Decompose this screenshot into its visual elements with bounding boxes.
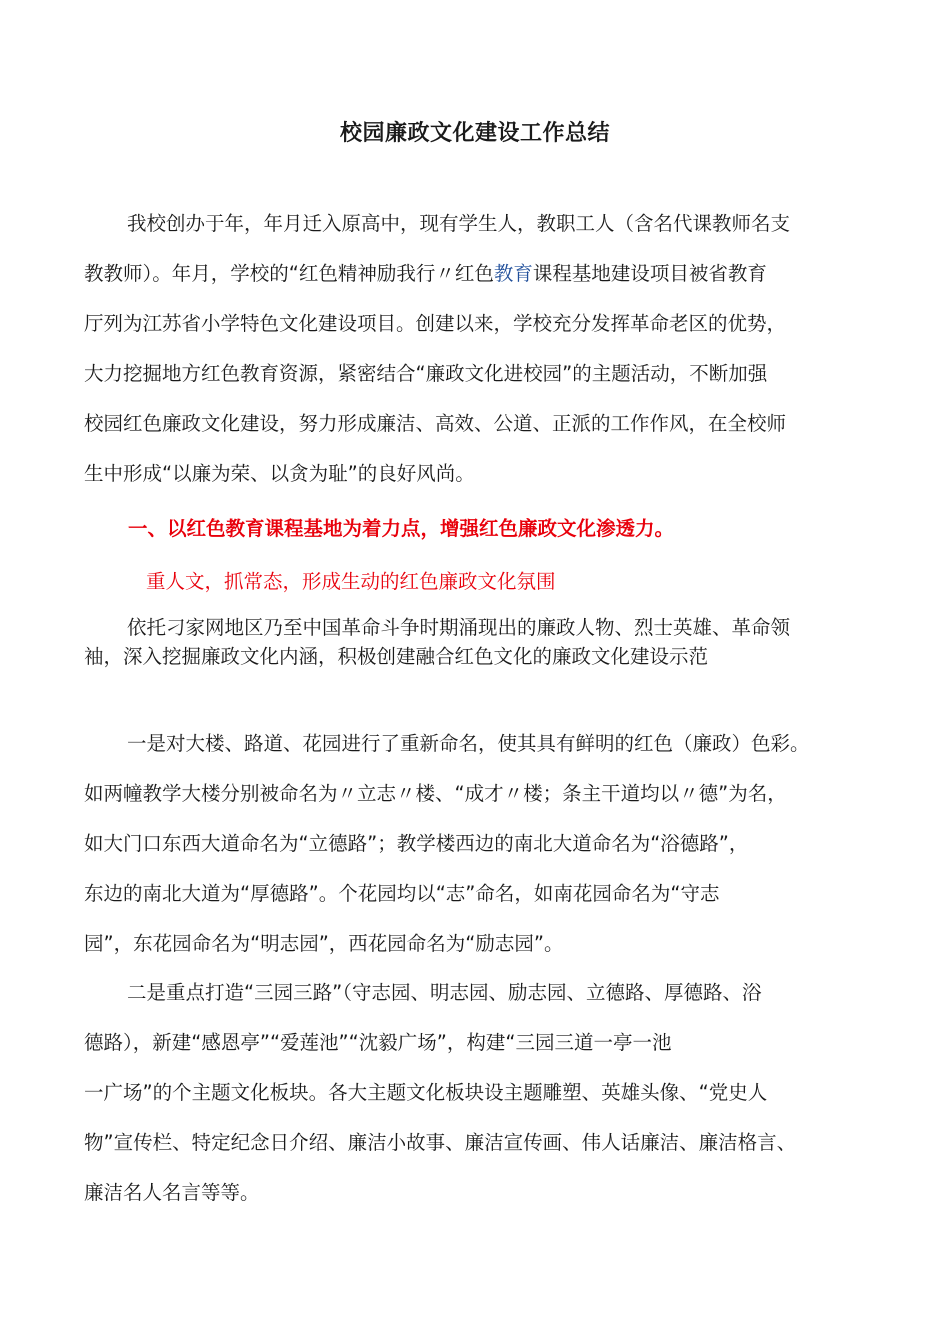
education-link[interactable]: 教育	[493, 262, 533, 285]
para-one-line-3: 如大门口东西大道命名为“立德路”；教学楼西边的南北大道命名为“浴德路”，	[84, 832, 749, 855]
paragraph-two	[84, 968, 884, 1218]
intro-line-2b: 课程基地建设项目被省教育	[532, 262, 767, 285]
para-two-line-1: 二是重点打造“三园三路”（守志园、明志园、励志园、立德路、厚德路、浴	[127, 981, 762, 1004]
tight-paragraph	[84, 613, 884, 671]
para-one-line-5: 园”，东花园命名为“明志园”，西花园命名为“励志园”。	[84, 932, 564, 955]
intro-line-2a: 教教师）。年月，学校的“红色精神励我行〃红色	[84, 262, 494, 285]
tight-line-2: 袖，深入挖掘廉政文化内涵，积极创建融合红色文化的廉政文化建设示范	[84, 645, 709, 668]
intro-line-5: 校园红色廉政文化建设，努力形成廉洁、高效、公道、正派的工作作风，在全校师	[84, 412, 787, 435]
document-title: 校园廉政文化建设工作总结	[339, 121, 610, 146]
paragraph-one	[84, 719, 884, 969]
para-one-line-2: 如两幢教学大楼分别被命名为〃立志〃楼、“成才〃楼；条主干道均以〃德”为名，	[84, 782, 787, 805]
intro-line-2	[84, 249, 884, 299]
para-one-line-4: 东边的南北大道为“厚德路”。个花园均以“志”命名，如南花园命名为“守志	[84, 882, 720, 905]
para-two-line-2: 德路），新建“感恩亭”“爱莲池”“沈毅广场”，构建“三园三道一亭一池	[84, 1031, 672, 1054]
para-two-line-3: 一广场”的个主题文化板块。各大主题文化板块设主题雕塑、英雄头像、“党史人	[84, 1081, 768, 1104]
intro-paragraph	[84, 199, 884, 499]
intro-line-3: 厅列为江苏省小学特色文化建设项目。创建以来，学校充分发挥革命老区的优势，	[84, 312, 787, 335]
section-1-subheading: 重人文，抓常态，形成生动的红色廉政文化氛围	[146, 570, 556, 593]
para-two-line-5: 廉洁名人名言等等。	[84, 1181, 260, 1204]
intro-line-4: 大力挖掘地方红色教育资源，紧密结合“廉政文化进校园”的主题活动，不断加强	[84, 362, 768, 385]
para-one-line-1: 一是对大楼、路道、花园进行了重新命名，使其具有鲜明的红色（廉政）色彩。	[127, 732, 810, 755]
intro-line-6: 生中形成“以廉为荣、以贪为耻”的良好风尚。	[84, 462, 475, 485]
tight-line-1: 依托刁家网地区乃至中国革命斗争时期涌现出的廉政人物、烈士英雄、革命领	[127, 616, 791, 639]
intro-line-1: 我校创办于年，年月迁入原高中，现有学生人，教职工人（含名代课教师名支	[127, 212, 791, 235]
para-two-line-4: 物”宣传栏、特定纪念日介绍、廉洁小故事、廉洁宣传画、伟人话廉洁、廉洁格言、	[84, 1131, 797, 1154]
section-1-heading: 一、以红色教育课程基地为着力点，增强红色廉政文化渗透力。	[128, 517, 675, 540]
